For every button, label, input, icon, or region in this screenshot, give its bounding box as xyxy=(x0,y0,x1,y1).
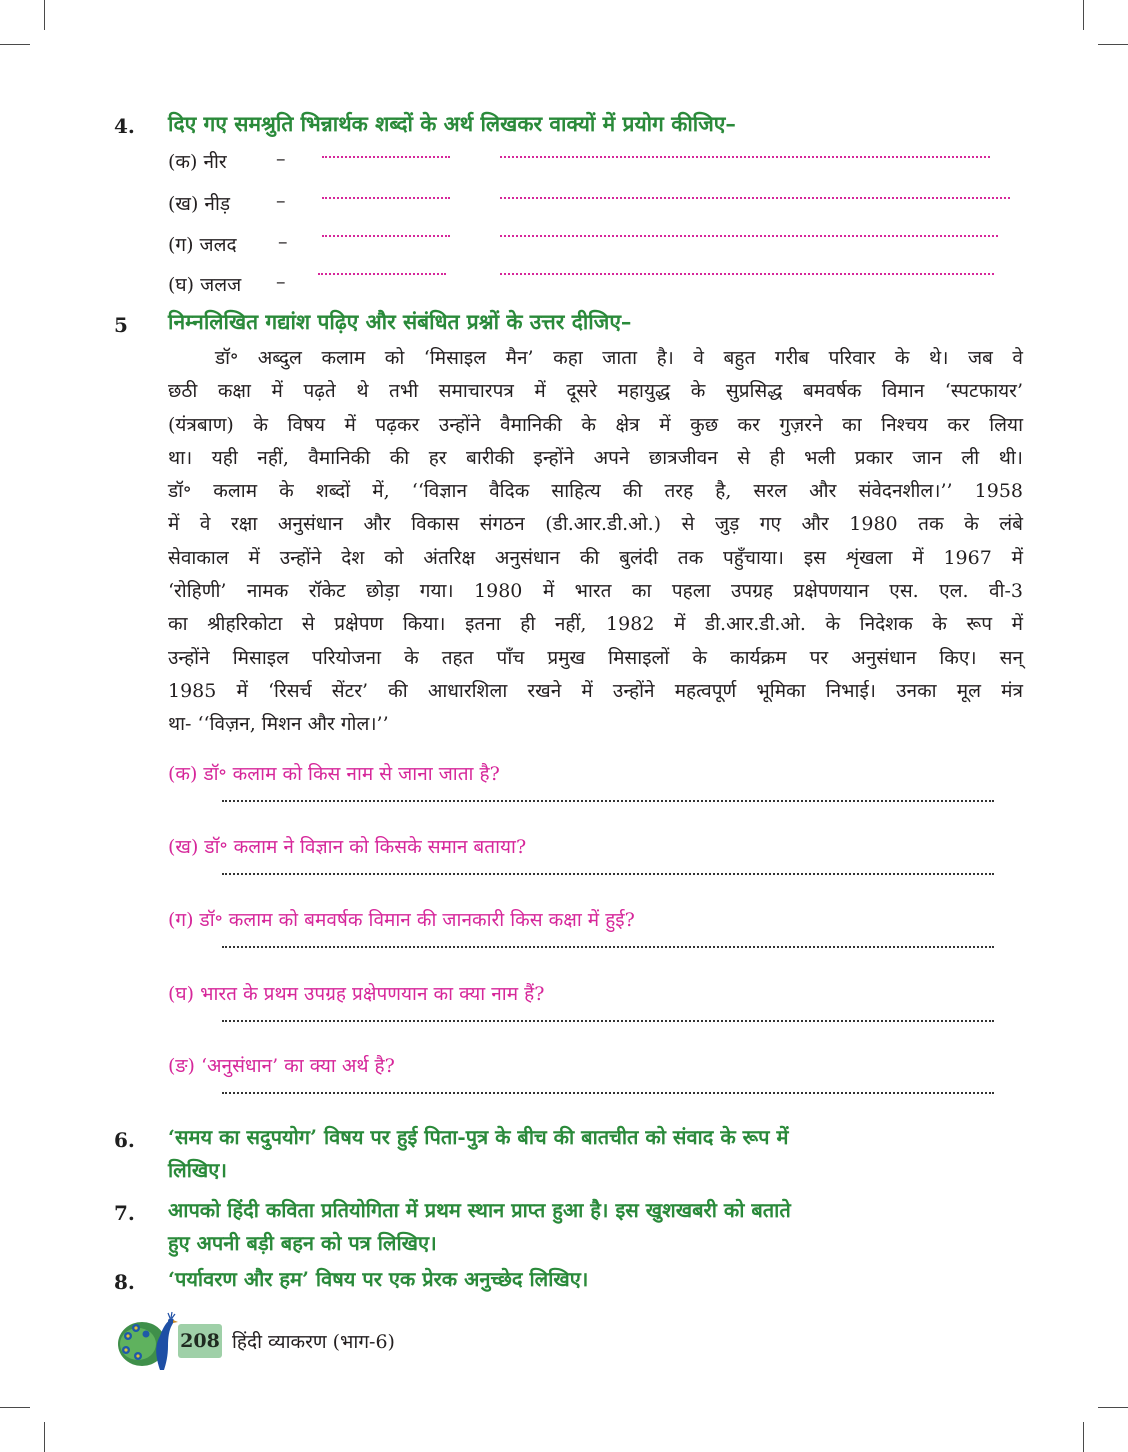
answer-blank[interactable] xyxy=(222,1020,994,1022)
answer-blank[interactable] xyxy=(222,800,994,802)
book-title: हिंदी व्याकरण (भाग-6) xyxy=(232,1331,395,1353)
passage-line: सेवाकाल में उन्होंने देश को अंतरिक्ष अनुसंधान की बुलंदी तक पहुँचाया। इस शृंखला में 1967 में xyxy=(168,546,1023,569)
crop-mark-bottom-right-h xyxy=(1098,1407,1128,1408)
meaning-blank[interactable] xyxy=(322,235,450,237)
q8-text-line1: ‘पर्यावरण और हम’ विषय पर एक प्रेरक अनुच्छेद लिखिए। xyxy=(168,1267,589,1291)
passage-line: में वे रक्षा अनुसंधान और विकास संगठन (डी.आर.डी.ओ.) से जुड़ गए और 1980 तक के लंबे xyxy=(168,513,1023,536)
sentence-blank[interactable] xyxy=(500,235,998,237)
passage-line: था- ‘‘विज़न, मिशन और गोल।’’ xyxy=(168,713,389,736)
passage-line: छठी कक्षा में पढ़ते थे तभी समाचारपत्र में दूसरे महायुद्ध के सुप्रसिद्ध बमवर्षक विमान ‘स्पटफायर’ xyxy=(168,380,1023,403)
crop-mark-bottom-right-v xyxy=(1083,1422,1084,1452)
q4-item-label: (घ) जलज xyxy=(168,274,242,296)
passage-line: ‘रोहिणी’ नामक रॉकेट छोड़ा गया। 1980 में भारत का पहला उपग्रह प्रक्षेपणयान एस. एल. वी-3 xyxy=(168,580,1023,603)
meaning-blank[interactable] xyxy=(322,197,450,199)
q4-item-label: (ग) जलद xyxy=(168,234,237,256)
passage-line: का श्रीहरिकोटा से प्रक्षेपण किया। इतना ही नहीं, 1982 में डी.आर.डी.ओ. के निदेशक के रूप में xyxy=(168,613,1023,636)
q7-text-line2: हुए अपनी बड़ी बहन को पत्र लिखिए। xyxy=(168,1231,437,1255)
q5-passage xyxy=(168,342,1023,742)
answer-blank[interactable] xyxy=(222,1092,994,1094)
meaning-blank[interactable] xyxy=(322,156,450,158)
q6-text-line2: लिखिए। xyxy=(168,1158,227,1182)
q7-text-line1: आपको हिंदी कविता प्रतियोगिता में प्रथम स्थान प्राप्त हुआ है। इस खुशखबरी को बताते xyxy=(168,1198,791,1222)
passage-line: डॉ॰ अब्दुल कलाम को ‘मिसाइल मैन’ कहा जाता है। वे बहुत गरीब परिवार के थे। जब वे xyxy=(215,347,1023,369)
q5-heading: निम्नलिखित गद्यांश पढ़िए और संबंधित प्रश्नों के उत्तर दीजिए– xyxy=(168,309,632,334)
q6-number: 6. xyxy=(114,1128,135,1152)
passage-line: (यंत्रबाण) के विषय में पढ़कर उन्होंने वैमानिकी के क्षेत्र में कुछ कर गुज़रने का निश्चय कर लिया xyxy=(168,413,1023,436)
sentence-blank[interactable] xyxy=(500,197,1010,199)
passage-line: 1985 में ‘रिसर्च सेंटर’ की आधारशिला रखने में उन्होंने महत्वपूर्ण भूमिका निभाई। उनका मूल मंत्र xyxy=(168,679,1023,702)
q4-item-dash: – xyxy=(278,231,288,253)
meaning-blank[interactable] xyxy=(318,273,446,275)
page-number: 208 xyxy=(178,1324,222,1358)
q5-subquestion: (क) डॉ॰ कलाम को किस नाम से जाना जाता है? xyxy=(168,763,500,785)
passage-line: था। यही नहीं, वैमानिकी की हर बारीकी इन्होंने अपने छात्रजीवन से ही भली प्रकार जान ली थी। xyxy=(168,446,1023,469)
q4-item-dash: – xyxy=(276,148,286,170)
crop-mark-top-right-h xyxy=(1098,44,1128,45)
q5-subquestion: (ख) डॉ॰ कलाम ने विज्ञान को किसके समान बताया? xyxy=(168,836,527,858)
passage-line: उन्होंने मिसाइल परियोजना के तहत पाँच प्रमुख मिसाइलों के कार्यक्रम पर अनुसंधान किए। सन् xyxy=(168,646,1023,669)
q4-heading: दिए गए समश्रुति भिन्नार्थक शब्दों के अर्थ लिखकर वाक्यों में प्रयोग कीजिए– xyxy=(168,111,736,136)
crop-mark-top-right-v xyxy=(1083,0,1084,30)
q4-item-label: (ख) नीड़ xyxy=(168,193,231,215)
passage-line: डॉ॰ कलाम के शब्दों में, ‘‘विज्ञान वैदिक साहित्य की तरह है, सरल और संवेदनशील।’’ 1958 xyxy=(168,480,1023,503)
q6-text-line1: ‘समय का सदुपयोग’ विषय पर हुई पिता-पुत्र के बीच की बातचीत को संवाद के रूप में xyxy=(168,1125,789,1149)
answer-blank[interactable] xyxy=(222,946,994,948)
crop-mark-bottom-left-v xyxy=(44,1422,45,1452)
answer-blank[interactable] xyxy=(222,873,994,875)
q5-subquestion: (ङ) ‘अनुसंधान’ का क्या अर्थ है? xyxy=(168,1055,395,1077)
q8-number: 8. xyxy=(114,1270,135,1294)
q5-subquestion: (ग) डॉ॰ कलाम को बमवर्षक विमान की जानकारी किस कक्षा में हुई? xyxy=(168,909,635,931)
q4-number: 4. xyxy=(114,114,135,138)
q4-item-dash: – xyxy=(276,271,286,293)
q5-subquestion: (घ) भारत के प्रथम उपग्रह प्रक्षेपणयान का क्या नाम हैं? xyxy=(168,983,545,1005)
q4-item-label: (क) नीर xyxy=(168,151,227,173)
crop-mark-top-left-h xyxy=(0,44,30,45)
crop-mark-top-left-v xyxy=(44,0,45,30)
q7-number: 7. xyxy=(114,1201,135,1225)
q5-number: 5 xyxy=(114,313,128,337)
sentence-blank[interactable] xyxy=(500,156,990,158)
crop-mark-bottom-left-h xyxy=(0,1407,30,1408)
q4-item-dash: – xyxy=(276,190,286,212)
sentence-blank[interactable] xyxy=(500,273,994,275)
peacock-icon xyxy=(116,1310,180,1372)
